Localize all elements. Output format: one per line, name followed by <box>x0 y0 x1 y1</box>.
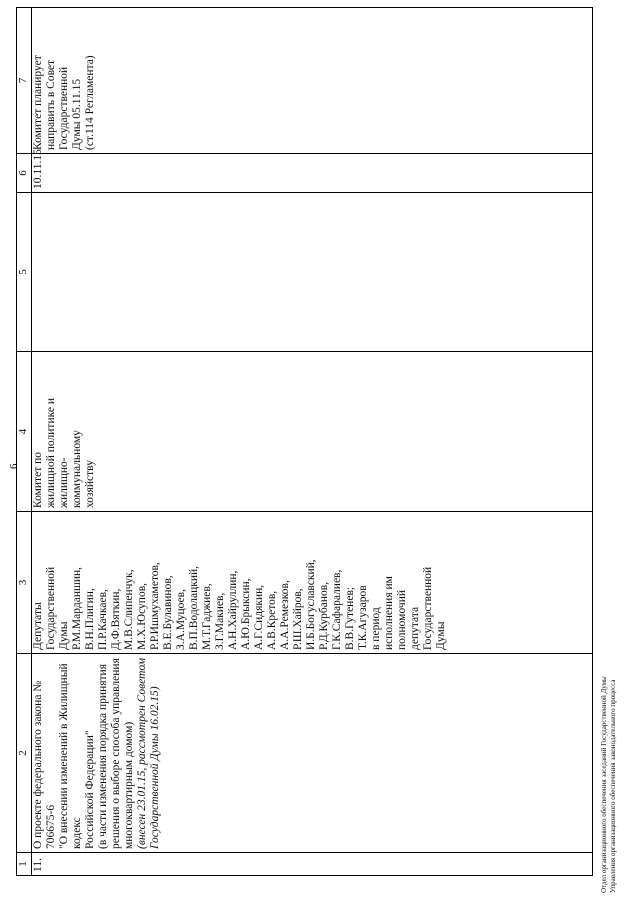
row-number: 11. <box>32 853 593 876</box>
footer <box>600 676 618 893</box>
header-col-6: 6 <box>17 154 32 193</box>
header-col-5: 5 <box>17 193 32 352</box>
header-col-2: 2 <box>17 654 32 853</box>
footer-line-1: Отдел организационного обеспечения заседаний Государственной Думы <box>600 676 608 893</box>
responsible-committee: Комитет по жилищной политике и жилищно- коммунальному хозяйству <box>32 352 593 512</box>
bill-description-cell <box>32 654 593 853</box>
bill-note: (внесен 23.01.15, рассмотрен Советом Государственной Думы 16.02.15) <box>136 657 161 849</box>
bills-table <box>16 7 593 876</box>
header-col-1: 1 <box>17 853 32 876</box>
committee-plan: Комитет планирует направить в Совет Государственной Думы 05.11.15 (ст.114 Регламента) <box>32 8 593 154</box>
bill-authors: Депутаты Государственной Думы Р.М.Марданшин, В.Н.Плигин, П.Р.Качкаев, Д.Ф.Вяткин, М.В.Слипенчук, М.Х.Юсупов, Р.Р.Ишмухаметов, В.Е.Булавинов, З.А.Муцоев, В.П.Водолацкий, М.Т.Гаджиев, З.Г.Макиев, А.Н.Хайруллин, А.Ю.Брыксин, А.Г.Сидякин, А.В.Кретов, А.А.Ремезков, Р.Ш.Хайров, И.Б.Богуславский, Р.Д.Курбанов, Г.К.Сафаралиев, В.В.Гутенев; Т.К.Агузаров в период исполнения им полномочий депутата Государственной Думы <box>32 512 593 654</box>
header-col-7: 7 <box>17 8 32 154</box>
table-row <box>32 8 593 876</box>
header-col-3: 3 <box>17 512 32 654</box>
bill-title: О проекте федерального закона № 706675-6 "О внесении изменений в Жилищный кодекс Российской Федерации" (в части изменения порядка принятия решения о выборе способа управления многоквартирным домом) <box>32 658 135 849</box>
footer-line-2: Управления организационного обеспечения законодательного процесса <box>609 679 617 893</box>
review-date: 10.11.15 <box>32 154 593 193</box>
header-col-4: 4 <box>17 352 32 512</box>
col5-cell <box>32 193 593 352</box>
table-header-row <box>17 8 32 876</box>
page-number: 6 <box>8 463 20 469</box>
